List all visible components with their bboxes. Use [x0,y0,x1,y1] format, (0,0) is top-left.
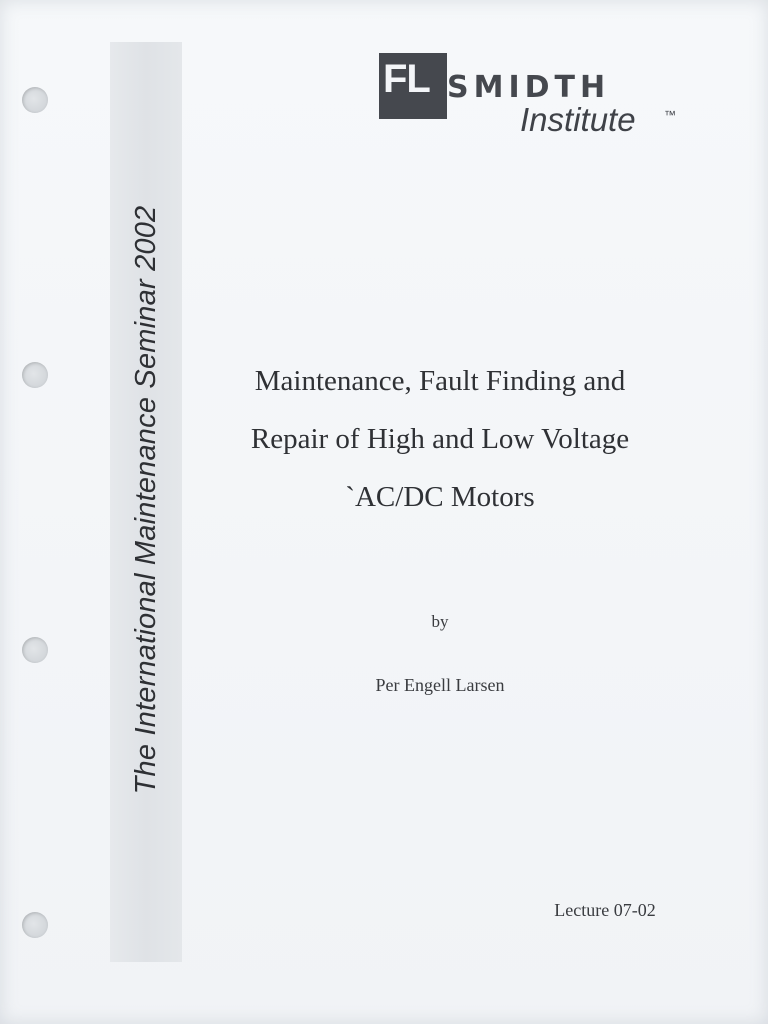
title-line-1: Maintenance, Fault Finding and [254,365,626,397]
logo-name-text: SMIDTH [447,70,611,105]
document-title [190,352,690,526]
by-label: by [431,612,449,631]
flsmidth-institute-logo [379,53,689,143]
logo-mark-text: FL [383,57,430,101]
punch-hole [22,637,48,663]
author-name: Per Engell Larsen [375,675,505,695]
logo-subname-text: Institute [520,101,636,138]
title-line-3: `AC/DC Motors [345,481,535,513]
punch-hole [22,87,48,113]
logo-box [379,53,447,119]
punch-hole [22,912,48,938]
side-seminar-title: The International Maintenance Seminar 2002 [130,205,162,795]
lecture-number: Lecture 07-02 [554,900,656,920]
logo-trademark: ™ [664,108,676,122]
punch-hole [22,362,48,388]
title-line-2: Repair of High and Low Voltage [250,423,630,455]
